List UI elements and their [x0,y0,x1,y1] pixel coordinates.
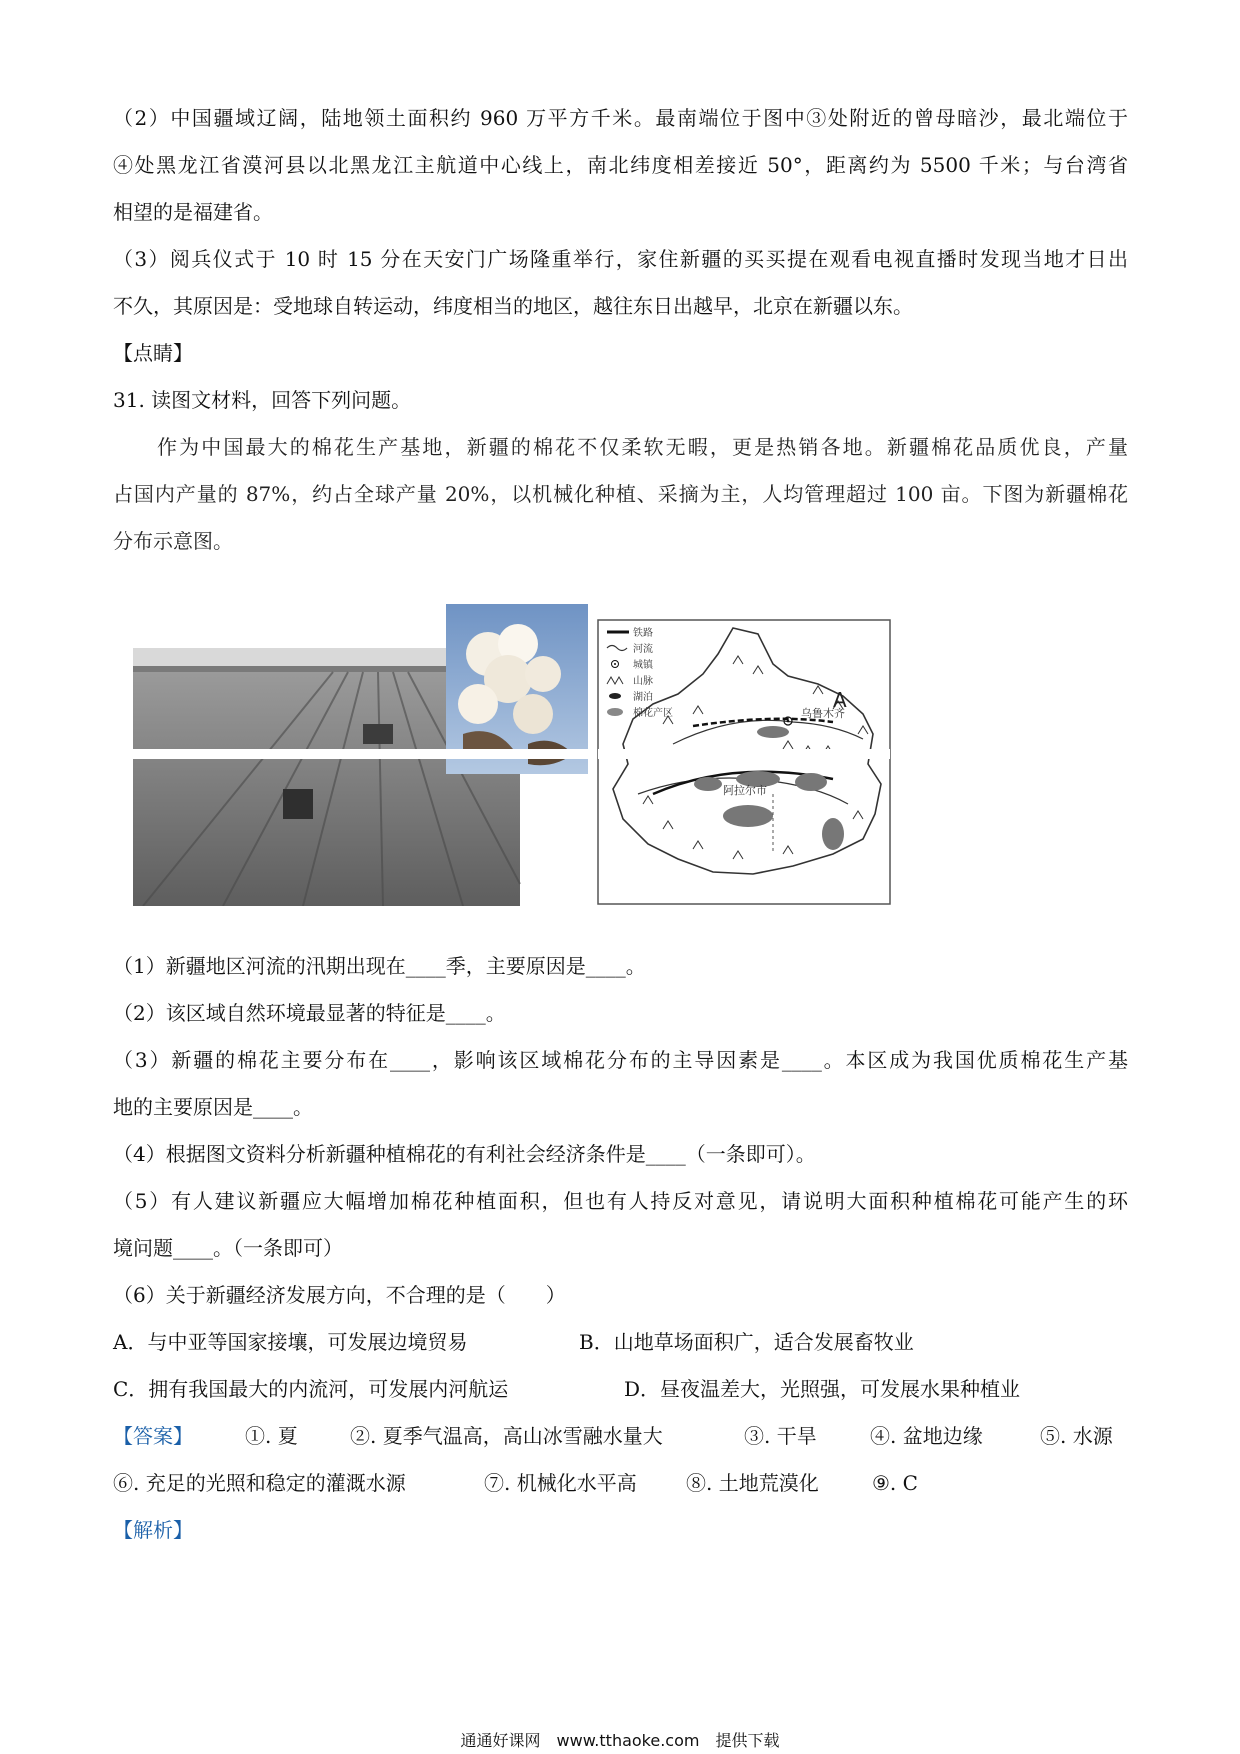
answer-3: ③. 干旱 [744,1424,817,1448]
para-3-line-1: （3）阅兵仪式于 10 时 15 分在天安门广场隆重举行，家住新疆的买买提在观看电视直播时发现当地才日出 [113,247,1128,271]
para-2-line-1: （2）中国疆域辽阔，陆地领土面积约 960 万平方千米。最南端位于图中③处附近的曾母暗沙，最北端位于 [113,106,1128,130]
answer-6: ⑥. 充足的光照和稳定的灌溉水源 [113,1471,406,1495]
option-b: B．山地草场面积广，适合发展畜牧业 [579,1330,914,1354]
dianjing-heading: 【点睛】 [113,341,193,365]
analysis-tag: 【解析】 [113,1518,193,1542]
question-5-line-2: 境问题____。（一条即可） [113,1236,343,1260]
answer-2: ②. 夏季气温高，高山冰雪融水量大 [350,1424,663,1448]
material-line-2: 占国内产量的 87%，约占全球产量 20%，以机械化种植、采摘为主，人均管理超过 100 亩。下图为新疆棉花 [113,482,1128,506]
legend-railway: 铁路 [633,628,653,639]
map-label-aral: 阿拉尔市 [723,784,767,797]
map-label-city: 乌鲁木齐 [801,707,845,720]
question-1: （1）新疆地区河流的汛期出现在____季，主要原因是____。 [113,954,646,978]
option-a: A．与中亚等国家接壤，可发展边境贸易 [113,1330,468,1354]
question-31-title: 31. 读图文材料，回答下列问题。 [113,388,412,412]
option-d: D．昼夜温差大，光照强，可发展水果种植业 [624,1377,1021,1401]
answer-7: ⑦. 机械化水平高 [484,1471,637,1495]
option-c: C．拥有我国最大的内流河，可发展内河航运 [113,1377,509,1401]
legend-town: 城镇 [633,660,653,671]
answer-4: ④. 盆地边缘 [870,1424,983,1448]
question-3-line-2: 地的主要原因是____。 [113,1095,313,1119]
legend-cotton-area: 棉花产区 [633,708,673,719]
cotton-figure [133,604,893,906]
answer-8: ⑧. 土地荒漠化 [686,1471,819,1495]
legend-lake: 湖泊 [633,692,653,703]
cotton-boll-photo [446,604,588,774]
answer-9: ⑨. C [872,1471,918,1495]
question-4: （4）根据图文资料分析新疆种植棉花的有利社会经济条件是____（一条即可）。 [113,1142,816,1166]
question-3-line-1: （3）新疆的棉花主要分布在____，影响该区域棉花分布的主导因素是____。本区成为我国优质棉花生产基 [113,1048,1128,1072]
para-2-line-2: ④处黑龙江省漠河县以北黑龙江主航道中心线上，南北纬度相差接近 50°，距离约为 5500 千米；与台湾省 [113,153,1128,177]
map-label-point-a: A [833,688,847,712]
material-line-3: 分布示意图。 [113,529,233,553]
xinjiang-map [598,620,890,904]
page-footer: 通通好课网 www.tthaoke.com 提供下载 [460,1731,780,1750]
legend-river: 河流 [633,644,653,655]
answer-5: ⑤. 水源 [1040,1424,1113,1448]
legend-mountain: 山脉 [633,676,653,687]
material-line-1: 作为中国最大的棉花生产基地，新疆的棉花不仅柔软无暇，更是热销各地。新疆棉花品质优良，产量 [157,435,1128,459]
question-6: （6）关于新疆经济发展方向，不合理的是（ ） [113,1283,566,1307]
answer-1: ①. 夏 [245,1424,298,1448]
para-3-line-2: 不久，其原因是：受地球自转运动，纬度相当的地区，越往东日出越早，北京在新疆以东。 [113,294,913,318]
question-2: （2）该区域自然环境最显著的特征是____。 [113,1001,506,1025]
question-5-line-1: （5）有人建议新疆应大幅增加棉花种植面积，但也有人持反对意见，请说明大面积种植棉花可能产生的环 [113,1189,1128,1213]
answer-tag: 【答案】 [113,1424,193,1448]
cotton-figure-svg [133,604,893,906]
para-2-line-3: 相望的是福建省。 [113,200,273,224]
